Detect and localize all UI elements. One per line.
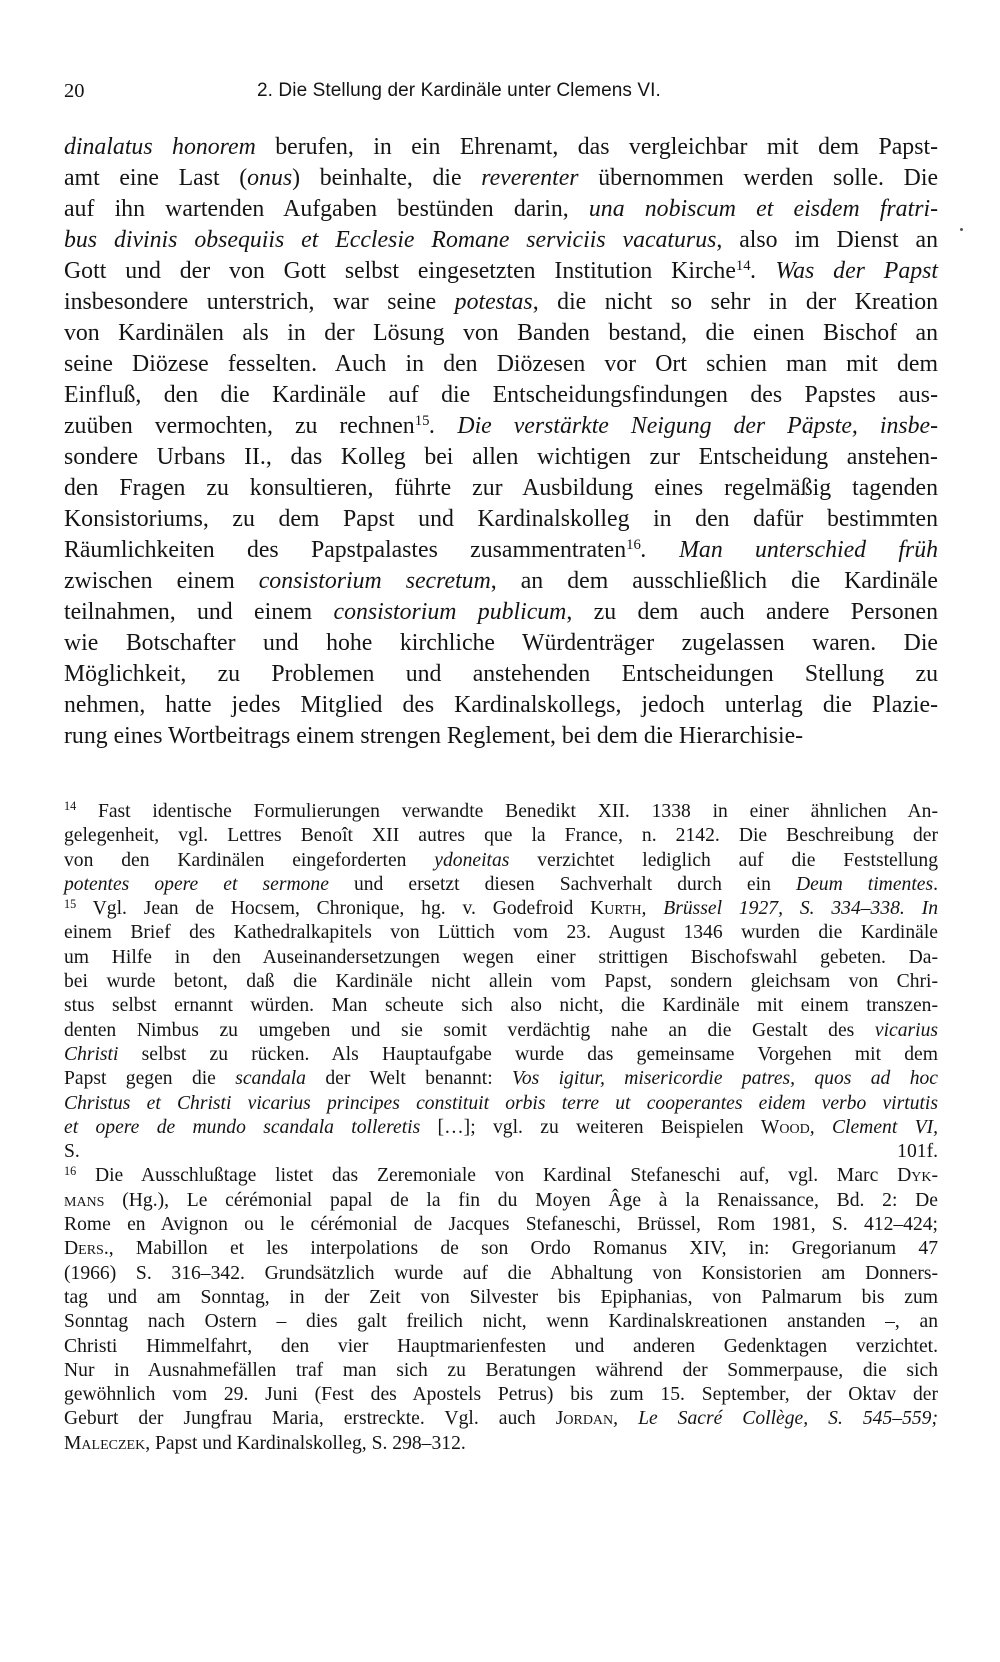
text-segment: , Papst und Kardinalskolleg, S. 298–312. (145, 1432, 466, 1454)
author-name: Dyk- (897, 1165, 938, 1187)
footnote-line (64, 1189, 938, 1213)
text-segment: , also im Dienst an (716, 227, 938, 253)
footnote-line (64, 921, 938, 945)
text-segment: Gott und der von Gott selbst eingesetzten Institution Kirche (64, 258, 736, 284)
latin-phrase: , Clement VI, (809, 1116, 938, 1138)
footnote-marker: 16 (64, 1163, 77, 1178)
body-line (64, 163, 938, 194)
margin-speck (960, 228, 963, 231)
running-head: 2. Die Stellung der Kardinäle unter Clemens VI. (257, 80, 661, 101)
page-header (64, 76, 906, 106)
latin-phrase: consistorium publicum (333, 599, 567, 625)
footnote-marker: 14 (64, 799, 77, 814)
text-segment: Papst gegen die (64, 1068, 236, 1090)
latin-phrase: Vos igitur, misericordie patres, quos ad hoc (512, 1068, 938, 1090)
body-line (64, 132, 938, 163)
body-line (64, 721, 938, 752)
footnote-line (64, 1262, 938, 1286)
latin-phrase: vicarius (874, 1019, 938, 1041)
footnote-line (64, 946, 938, 970)
text-segment: Vgl. Jean de Hocsem, Chronique, hg. v. Godefroid (76, 898, 591, 920)
footnote-line (64, 1286, 938, 1310)
latin-phrase: dinalatus honorem (64, 134, 256, 160)
latin-phrase: , Brüssel 1927, S. 334–338. In (641, 898, 938, 920)
text-segment: Rome en Avignon ou le cérémonial de Jacques Stefaneschi, Brüssel, Rom 1981, S. 412–424; (64, 1214, 938, 1236)
text-segment: stus selbst ernannt würden. Man scheute sich also nicht, die Kardinäle mit einem transzen- (64, 995, 938, 1017)
footnote-line (64, 1116, 938, 1140)
footnote-line (64, 1092, 938, 1116)
footnote-line (64, 1237, 938, 1261)
footnote-line (64, 800, 938, 824)
text-segment: einem Brief des Kathedralkapitels von Lüttich vom 23. August 1346 wurden die Kardinäle (64, 922, 938, 944)
body-line (64, 380, 938, 411)
author-name: Ders. (64, 1238, 109, 1260)
text-segment: insbesondere unterstrich, war seine (64, 289, 455, 315)
text-segment: der Welt benannt: (305, 1068, 513, 1090)
text-segment: Geburt der Jungfrau Maria, erstreckte. Vgl. auch (64, 1408, 556, 1430)
latin-phrase: . Die verstärkte Neigung der Päpste, insbe- (429, 413, 939, 439)
author-name: mans (64, 1189, 105, 1211)
latin-phrase: onus (247, 165, 293, 191)
text-segment: […]; vgl. zu weiteren Beispielen (420, 1116, 761, 1138)
footnote-line (64, 873, 938, 897)
text-segment: tag und am Sonntag, in der Zeit von Silvester bis Epiphanias, von Palmarum bis zum (64, 1286, 938, 1308)
text-segment: zwischen einem (64, 568, 259, 594)
text-segment: (Hg.), Le cérémonial papal de la fin du Moyen Âge à la Renaissance, Bd. 2: De (104, 1189, 938, 1211)
text-segment: selbst zu rücken. Als Hauptaufgabe wurde das gemeinsame Vorgehen mit dem (118, 1043, 938, 1065)
text-segment: bei wurde betont, daß die Kardinäle nicht allein vom Papst, sondern gleichsam von Chri- (64, 971, 938, 993)
latin-phrase: Christi (64, 1043, 119, 1065)
text-segment: Nur in Ausnahmefällen traf man sich zu Beratungen während der Sommerpause, die sich (64, 1359, 938, 1381)
text-segment: von den Kardinälen eingeforderten (64, 849, 435, 871)
footnote-line (64, 849, 938, 873)
body-line (64, 194, 938, 225)
text-segment: Sonntag nach Ostern – dies galt freilich nicht, wenn Kardinalskreationen anstanden –, an (64, 1311, 938, 1333)
text-segment: , Mabillon et les interpolations de son Ordo Romanus XIV, in: Gregorianum 47 (108, 1238, 938, 1260)
text-segment: nehmen, hatte jedes Mitglied des Kardinalskollegs, jedoch unterlag die Plazie- (64, 692, 938, 718)
body-line (64, 690, 938, 721)
body-line (64, 287, 938, 318)
latin-phrase: potestas (454, 289, 533, 315)
author-name: Jordan (555, 1408, 614, 1430)
body-line (64, 225, 938, 256)
body-line (64, 349, 938, 380)
footnote-line (64, 994, 938, 1018)
latin-phrase: Deum timentes (795, 873, 934, 895)
body-line (64, 256, 938, 287)
author-name: Wood (760, 1116, 810, 1138)
text-segment: gewöhnlich vom 29. Juni (Fest des Apostels Petrus) bis zum 15. September, der Oktav der (64, 1384, 938, 1406)
text-segment: gelegenheit, vgl. Lettres Benoît XII autres que la France, n. 2142. Die Beschreibung der (64, 825, 938, 847)
body-line (64, 628, 938, 659)
text-segment: Christi Himmelfahrt, den vier Hauptmarienfesten und anderen Gedenktagen verzichtet. (64, 1335, 938, 1357)
text-segment: und ersetzt diesen Sachverhalt durch ein (328, 873, 796, 895)
footnote-line (64, 1213, 938, 1237)
text-segment: um Hilfe in den Auseinandersetzungen wegen einer strittigen Bischofswahl gebeten. Da- (64, 946, 938, 968)
latin-phrase: Christus et Christi vicarius principes constituit orbis terre ut cooperantes eidem verbo virtutis (64, 1092, 938, 1114)
text-segment: denten Nimbus zu umgeben und sie somit verdächtig nahe an die Gestalt des (64, 1019, 875, 1041)
footnote-line (64, 1067, 938, 1091)
text-segment: Konsistoriums, zu dem Papst und Kardinalskolleg in den dafür bestimmten (64, 506, 938, 532)
text-segment: den Fragen zu konsultieren, führte zur Ausbildung eines regelmäßig tagenden (64, 475, 938, 501)
footnote-marker: 15 (64, 896, 77, 911)
body-line (64, 411, 938, 442)
body-line (64, 473, 938, 504)
footnotes (64, 800, 938, 1456)
text-segment: Die Ausschlußtage listet das Zeremoniale von Kardinal Stefaneschi auf, vgl. Marc (76, 1165, 898, 1187)
text-segment: , zu dem auch andere Personen (566, 599, 938, 625)
latin-phrase: . Was der Papst (750, 258, 938, 284)
footnote-line (64, 1383, 938, 1407)
footnote-line (64, 1310, 938, 1334)
latin-phrase: scandala (235, 1068, 306, 1090)
text-segment: Fast identische Formulierungen verwandte Benedikt XII. 1338 in einer ähnlichen An- (76, 801, 938, 822)
latin-phrase: potentes opere et sermone (64, 873, 329, 895)
footnote-line (64, 1019, 938, 1043)
text-segment: seine Diözese fesselten. Auch in den Diözesen vor Ort schien man mit dem (64, 351, 938, 377)
latin-phrase: una nobiscum et eisdem fratri- (588, 196, 938, 222)
latin-phrase: reverenter (481, 165, 579, 191)
body-line (64, 659, 938, 690)
text-segment: wie Botschafter und hohe kirchliche Würdenträger zugelassen waren. Die (64, 630, 938, 656)
text-segment: amt eine Last ( (64, 165, 248, 191)
text-segment: teilnahmen, und einem (64, 599, 334, 625)
text-segment: berufen, in ein Ehrenamt, das vergleichbar mit dem Papst- (255, 134, 938, 160)
footnote-line (64, 1359, 938, 1383)
footnote-line (64, 1407, 938, 1431)
body-line (64, 504, 938, 535)
footnote-marker: 15 (414, 412, 430, 429)
text-segment: (1966) S. 316–342. Grundsätzlich wurde auf die Abhaltung von Konsistorien am Donners- (64, 1262, 938, 1284)
author-name: Maleczek (64, 1432, 146, 1454)
text-segment: rung eines Wortbeitrags einem strengen Reglement, bei dem die Hierarchisie- (64, 723, 804, 749)
latin-phrase: bus divinis obsequiis et Ecclesie Romane serviciis vacaturus (64, 227, 717, 253)
text-segment: , die nicht so sehr in der Kreation (532, 289, 938, 315)
text-segment: Einfluß, den die Kardinäle auf die Entscheidungsfindungen des Papstes aus- (64, 382, 938, 408)
footnote-line (64, 1164, 938, 1188)
text-segment: . (933, 873, 938, 895)
footnote-line (64, 1140, 938, 1164)
text-segment: sondere Urbans II., das Kolleg bei allen wichtigen zur Entscheidung anstehen- (64, 444, 938, 470)
body-line (64, 566, 938, 597)
latin-phrase: et opere de mundo scandala tolleretis (64, 1116, 421, 1138)
footnote-marker: 16 (626, 536, 641, 553)
footnote-line (64, 897, 938, 921)
footnote-line (64, 824, 938, 848)
text-segment: übernommen werden solle. Die (578, 165, 939, 191)
body-line (64, 597, 938, 628)
latin-phrase: , Le Sacré Collège, S. 545–559; (613, 1408, 938, 1430)
page-number: 20 (64, 80, 85, 102)
footnote-line (64, 1043, 938, 1067)
text-segment: von Kardinälen als in der Lösung von Banden bestand, die einen Bischof an (64, 320, 938, 346)
text-segment: ) beinhalte, die (292, 165, 482, 191)
footnote-marker: 14 (735, 257, 751, 274)
latin-phrase: consistorium secretum (258, 568, 491, 594)
text-segment: Räumlichkeiten des Papstpalastes zusammentraten (64, 537, 627, 563)
author-name: Kurth (590, 898, 642, 920)
body-line (64, 535, 938, 566)
footnote-line (64, 970, 938, 994)
text-segment: Möglichkeit, zu Problemen und anstehenden Entscheidungen Stellung zu (64, 661, 938, 687)
text-segment: , an dem ausschließlich die Kardinäle (490, 568, 938, 594)
text-segment: verzichtet lediglich auf die Feststellung (509, 849, 938, 871)
main-text-body (64, 132, 938, 752)
footnote-line (64, 1335, 938, 1359)
latin-phrase: ydoneitas (434, 849, 510, 871)
text-segment: S. 101f. (64, 1141, 938, 1163)
body-line (64, 442, 938, 473)
text-segment: auf ihn wartenden Aufgaben bestünden darin, (64, 196, 589, 222)
footnote-line (64, 1432, 938, 1456)
body-line (64, 318, 938, 349)
text-segment: zuüben vermochten, zu rechnen (64, 413, 415, 439)
latin-phrase: . Man unterschied früh (640, 537, 938, 563)
